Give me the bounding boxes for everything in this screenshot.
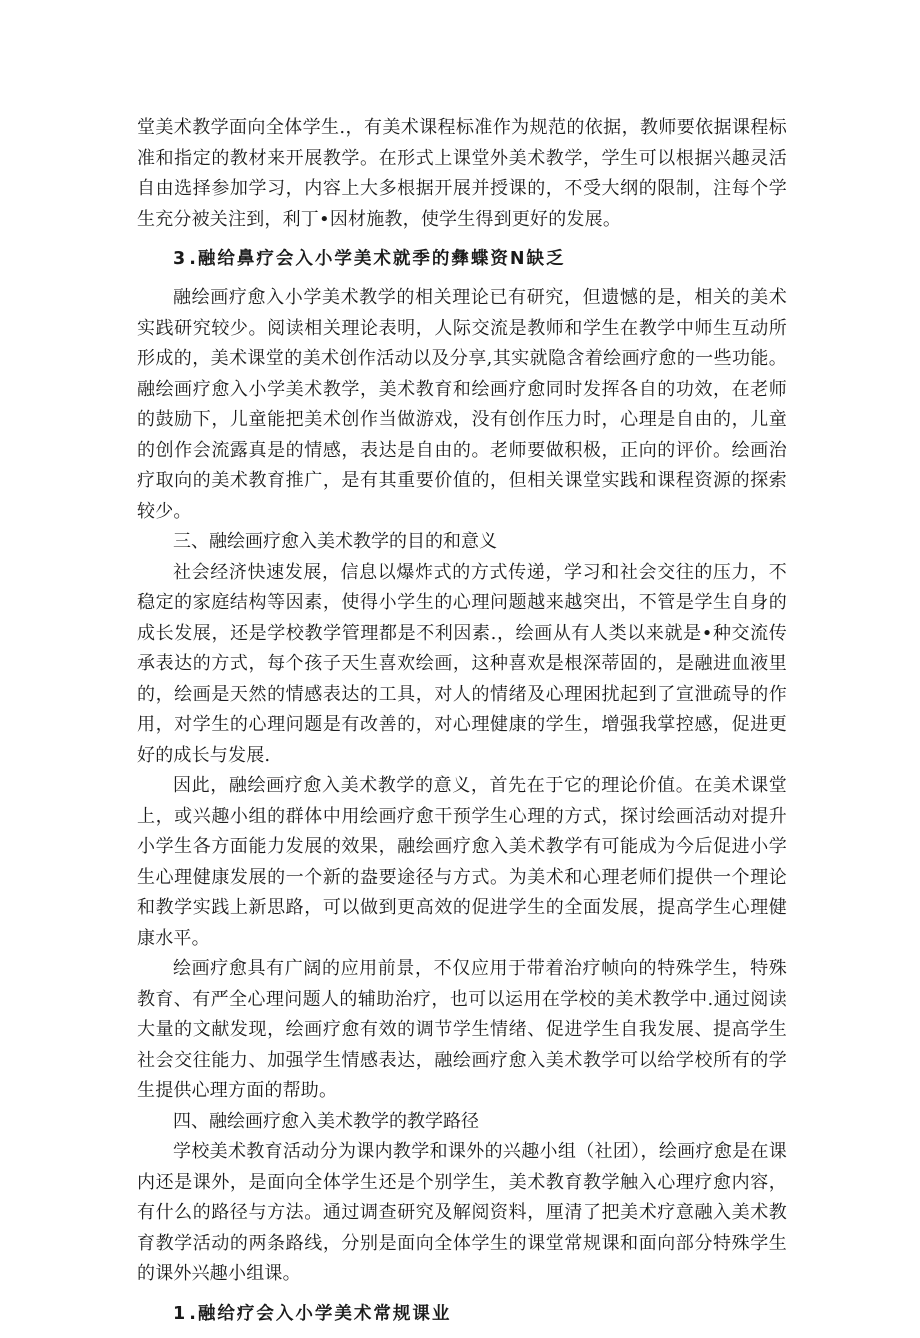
paragraph-significance: 因此，融绘画疗愈入美术教学的意义，首先在于它的理论价值。在美术课堂上，或兴趣小组的群体中用绘画疗愈干预学生心理的方式，探讨绘画活动对提升小学生各方面能力发展的效果，融绘画疗愈入美术教学有可能成为今后促进小学生心理健康发展的一个新的盎要途径与方式。为美术和心理老师们提供一个理论和教学实践上新思路，可以做到更高效的促进学生的全面发展，提高学生心理健康水平。 — [137, 775, 787, 949]
subheading-3 — [173, 244, 787, 274]
document-body — [137, 113, 787, 1338]
subheading-3-number: 3 — [173, 249, 188, 269]
paragraph-theory-research: 融绘画疗愈入小学美术教学的相关理论已有研究，但遗憾的是，相关的美术实践研究较少。阅读相关理论表明，人际交流是教师和学生在教学中师生互动所形成的，美术课堂的美术创作活动以及分享,其实就隐含着绘画疗愈的一些功能。融绘画疗愈入小学美术教学，美术教育和绘画疗愈同时发挥各自的功效，在老师的鼓励下，儿童能把美术创作当做游戏，没有创作压力时，心理是自由的，儿童的创作会流露真是的情感，表达是自由的。老师要做积极，正向的评价。绘画治疗取向的美术教育推广，是有其重要价值的，但相关课堂实践和课程资源的探索较少。 — [137, 287, 787, 522]
section-heading-3: 三、融绘画疗愈入美术教学的目的和意义 — [173, 531, 497, 552]
paragraph-continuation: 堂美术教学面向全体学生.，有美术课程标准作为规范的依据，教师要依据课程标准和指定的教材来开展教学。在形式上课堂外美术教学，学生可以根据兴趣灵活自由选择参加学习，内容上大多根据开展并授课的，不受大纲的限制，注每个学生充分被关注到，利丁•因材施教，使学生得到更好的发展。 — [137, 117, 787, 230]
subheading-1-number: 1 — [173, 1303, 188, 1324]
section-heading-4: 四、融绘画疗愈入美术教学的教学路径 — [173, 1110, 479, 1132]
subheading-1 — [173, 1299, 787, 1329]
paragraph-teaching-paths: 学校美术教育活动分为课内教学和课外的兴趣小组（社团），绘画疗愈是在课内还是课外，是面向全体学生还是个别学生，美术教育教学触入心理疗愈内容，有什么的路径与方法。通过调查研究及解阅资料，厘清了把美术疗意融入美术教育教学活动的两条路线，分别是面向全体学生的课堂常规课和面向部分特殊学生的课外兴趣小组课。 — [137, 1141, 787, 1284]
subheading-1-text: .融给疗会入小学美术常规课业 — [189, 1303, 452, 1324]
paragraph-social-background: 社会经济快速发展，信息以爆炸式的方式传递，学习和社会交往的压力，不稳定的家庭结构等因素，使得小学生的心理问题越来越突出，不管是学生自身的成长发展，还是学校教学管理都是不利因素.，绘画从有人类以来就是•种交流传承表达的方式，每个孩子天生喜欢绘画，这种喜欢是根深蒂固的，是融进血液里的，绘画是天然的情感表达的工具，对人的情绪及心理困扰起到了宣泄疏导的作用，对学生的心理问题是有改善的，对心理健康的学生，增强我掌控感，促进更好的成长与发展. — [137, 561, 787, 766]
subheading-3-text: .融给鼻疗会入小学美术就季的彝蝶资N缺乏 — [189, 249, 566, 269]
paragraph-application-prospects: 绘画疗愈具有广阔的应用前景，不仅应用于带着治疗帧向的特殊学生，特殊教育、有严全心理问题人的辅助治疗，也可以运用在学校的美术教学中.通过阅读大量的文献发现，绘画疗愈有效的调节学生情绪、促进学生自我发展、提高学生社会交往能力、加强学生情感表达，融绘画疗愈入美术教学可以给学校所有的学生提供心理方面的帮助。 — [137, 958, 787, 1101]
